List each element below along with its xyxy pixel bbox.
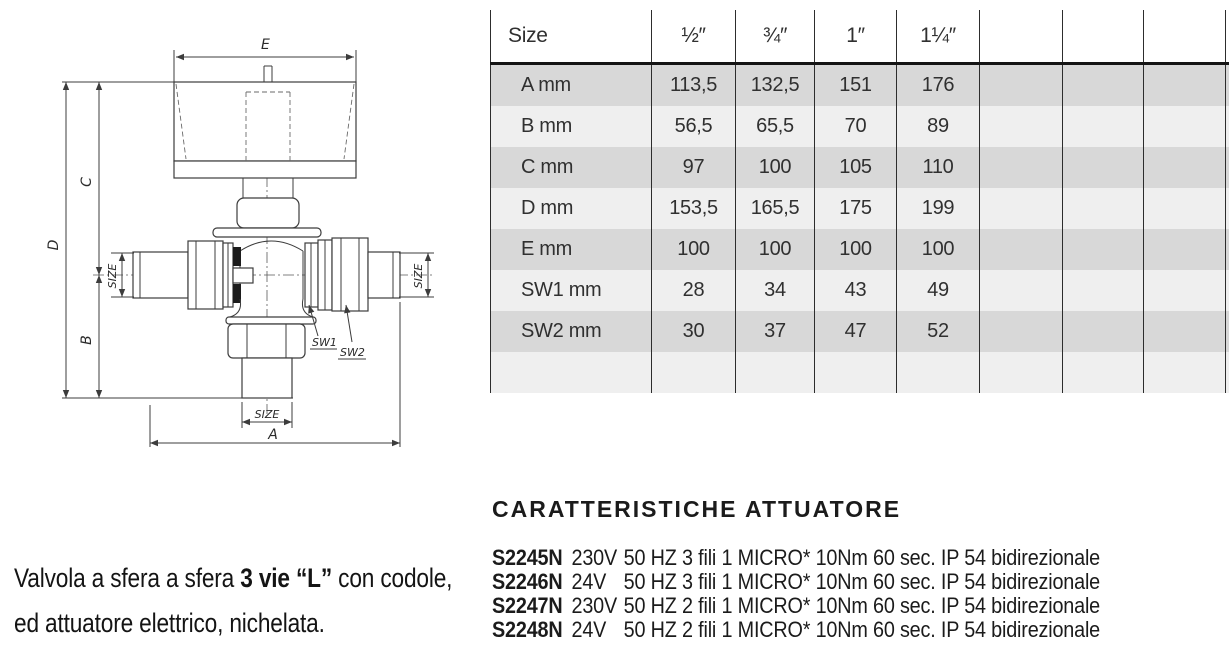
cell: 165,5: [735, 188, 814, 229]
product-code: S2246N: [492, 569, 563, 594]
spec-text: 50 HZ 3 fili 1 MICRO* 10Nm 60 sec. IP 54 bidirezionale: [623, 545, 1101, 570]
table-right-edge: [1225, 10, 1229, 62]
cell: 132,5: [735, 65, 814, 106]
cell-empty: [1143, 106, 1225, 147]
row-label: E mm: [490, 229, 651, 270]
table-row: [490, 188, 1229, 229]
table-row: [490, 311, 1229, 352]
cell-empty: [979, 311, 1062, 352]
table-right-edge: [1225, 65, 1229, 106]
cell-empty: [1062, 65, 1143, 106]
voltage: 24V: [571, 569, 607, 594]
cell: 52: [896, 311, 979, 352]
cell: 175: [814, 188, 896, 229]
cell-empty: [1143, 352, 1225, 393]
actuator-spec-item: [492, 618, 1100, 642]
cell: 65,5: [735, 106, 814, 147]
cell-empty: [979, 106, 1062, 147]
actuator-spec-item: [492, 594, 1100, 618]
cell-empty: [1062, 106, 1143, 147]
cell-empty: [1062, 311, 1143, 352]
cell: 37: [735, 311, 814, 352]
table-row: [490, 229, 1229, 270]
description-line-1: [14, 556, 452, 601]
table-row: [490, 147, 1229, 188]
cell-empty: [979, 270, 1062, 311]
cell-empty: [979, 188, 1062, 229]
description-line-2: ed attuatore elettrico, nichelata.: [14, 608, 325, 638]
cell: 100: [651, 229, 735, 270]
table-header-row: [490, 10, 1229, 62]
size-column-header-empty: [979, 10, 1062, 62]
actuator-spec-list: [492, 546, 1168, 642]
cell-empty: [651, 352, 735, 393]
row-label: SW2 mm: [490, 311, 651, 352]
cell: 100: [735, 229, 814, 270]
cell: 89: [896, 106, 979, 147]
cell-empty: [1062, 188, 1143, 229]
cell-empty: [1143, 270, 1225, 311]
product-code: S2247N: [492, 593, 563, 618]
description-suffix: con codole,: [332, 563, 453, 593]
size-column-header: 1″: [814, 10, 896, 62]
cell: 110: [896, 147, 979, 188]
cell: 113,5: [651, 65, 735, 106]
table-row: [490, 270, 1229, 311]
row-label: A mm: [490, 65, 651, 106]
row-label: B mm: [490, 106, 651, 147]
size-column-header: ¾″: [735, 10, 814, 62]
product-code: S2248N: [492, 617, 563, 642]
cell-empty: [1062, 229, 1143, 270]
cell-empty: [814, 352, 896, 393]
cell-empty: [1143, 188, 1225, 229]
cell: 153,5: [651, 188, 735, 229]
table-right-edge: [1225, 229, 1229, 270]
cell-empty: [1143, 311, 1225, 352]
cell-empty: [1143, 147, 1225, 188]
table-row: [490, 106, 1229, 147]
spec-text: 50 HZ 2 fili 1 MICRO* 10Nm 60 sec. IP 54 bidirezionale: [623, 593, 1101, 618]
dim-label-size-right: SIZE: [412, 263, 425, 289]
table-right-edge: [1225, 106, 1229, 147]
size-column-header: 1¼″: [896, 10, 979, 62]
size-column-header-empty: [1143, 10, 1225, 62]
voltage: 24V: [571, 617, 607, 642]
table-right-edge: [1225, 270, 1229, 311]
row-label: C mm: [490, 147, 651, 188]
cell: 47: [814, 311, 896, 352]
cell-empty: [1062, 147, 1143, 188]
size-column-header-empty: [1062, 10, 1143, 62]
cell-empty: [735, 352, 814, 393]
cell-empty: [1143, 65, 1225, 106]
row-label: SW1 mm: [490, 270, 651, 311]
dim-label-d: D: [46, 239, 62, 251]
row-label: D mm: [490, 188, 651, 229]
cell: 97: [651, 147, 735, 188]
cell: 176: [896, 65, 979, 106]
cell-empty: [1062, 270, 1143, 311]
cell: 70: [814, 106, 896, 147]
cell-empty: [979, 352, 1062, 393]
voltage: 230V: [571, 593, 618, 618]
dim-label-size-bottom: SIZE: [254, 408, 280, 421]
table-right-edge: [1225, 352, 1229, 393]
table-right-edge: [1225, 311, 1229, 352]
product-description: [14, 556, 452, 646]
description-bold: 3 vie “L”: [240, 563, 333, 593]
cell: 100: [896, 229, 979, 270]
cell-empty: [979, 147, 1062, 188]
actuator-heading: CARATTERISTICHE ATTUATORE: [492, 496, 902, 522]
row-label: [490, 352, 651, 393]
cell: 43: [814, 270, 896, 311]
table-right-edge: [1225, 147, 1229, 188]
cell-empty: [896, 352, 979, 393]
cell: 34: [735, 270, 814, 311]
dim-label-a: A: [268, 427, 278, 443]
spec-text: 50 HZ 2 fili 1 MICRO* 10Nm 60 sec. IP 54 bidirezionale: [623, 617, 1101, 642]
cell: 100: [814, 229, 896, 270]
dim-label-size-left: SIZE: [106, 263, 119, 289]
actuator-section: [492, 496, 1168, 642]
actuator-spec-item: [492, 546, 1100, 570]
description-prefix: Valvola a sfera a sfera: [14, 563, 241, 593]
cell-empty: [979, 65, 1062, 106]
valve-body-drawing: [133, 238, 400, 398]
actuator-drawing: [174, 66, 356, 237]
dim-label-e: E: [261, 37, 270, 53]
product-code: S2245N: [492, 545, 563, 570]
dimension-table: [490, 10, 1229, 393]
table-body: [490, 65, 1229, 393]
actuator-spec-item: [492, 570, 1100, 594]
cell: 105: [814, 147, 896, 188]
cell-empty: [1062, 352, 1143, 393]
table-row: [490, 65, 1229, 106]
cell: 28: [651, 270, 735, 311]
dim-label-sw2: SW2: [340, 346, 365, 359]
dim-label-b: B: [79, 335, 95, 345]
cell: 49: [896, 270, 979, 311]
cell: 30: [651, 311, 735, 352]
table-row-empty: [490, 352, 1229, 393]
voltage: 230V: [571, 545, 618, 570]
dim-label-sw1: SW1: [312, 336, 337, 349]
size-column-header: ½″: [651, 10, 735, 62]
dim-label-c: C: [79, 177, 95, 187]
cell: 100: [735, 147, 814, 188]
cell-empty: [979, 229, 1062, 270]
cell: 56,5: [651, 106, 735, 147]
table-right-edge: [1225, 188, 1229, 229]
cell-empty: [1143, 229, 1225, 270]
table-header-size: Size: [490, 10, 651, 62]
cell: 199: [896, 188, 979, 229]
valve-technical-drawing: [0, 0, 480, 470]
cell: 151: [814, 65, 896, 106]
spec-text: 50 HZ 3 fili 1 MICRO* 10Nm 60 sec. IP 54 bidirezionale: [623, 569, 1101, 594]
